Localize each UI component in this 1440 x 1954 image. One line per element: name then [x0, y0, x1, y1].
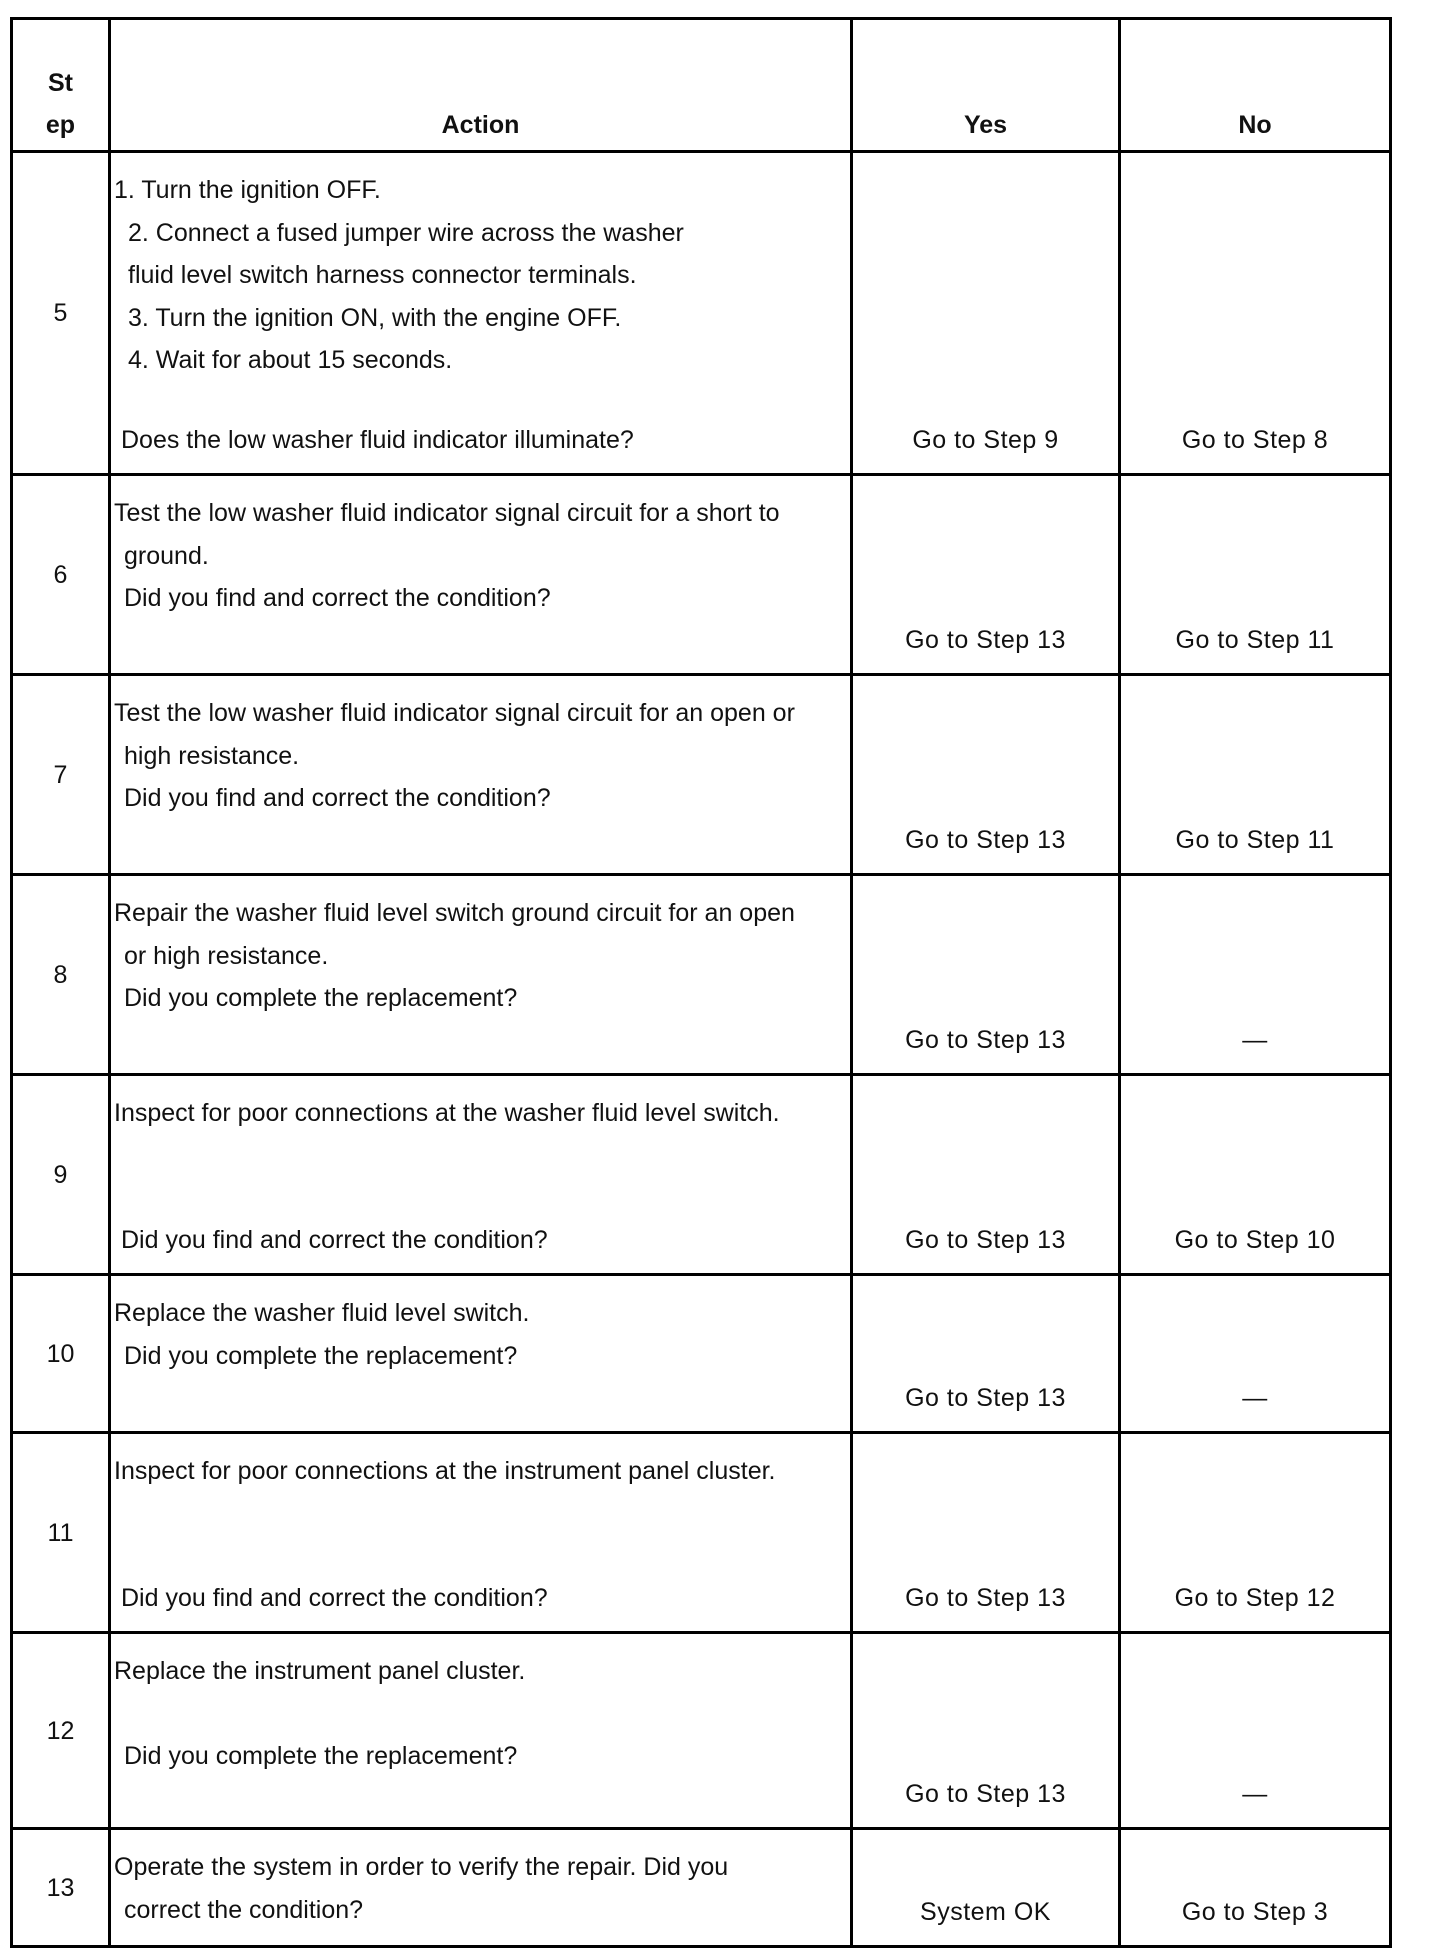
- no-result: Go to Step 8: [1120, 152, 1391, 475]
- header-no: No: [1120, 19, 1391, 152]
- yes-result: System OK: [852, 1829, 1120, 1947]
- no-result: Go to Step 10: [1120, 1075, 1391, 1275]
- table-row: [12, 875, 1391, 1075]
- table-row: [12, 1829, 1391, 1947]
- action-line: high resistance.: [124, 741, 300, 770]
- action-cell: [110, 1433, 852, 1633]
- action-line: 1. Turn the ignition OFF.: [114, 176, 381, 204]
- step-number: 6: [12, 475, 110, 675]
- action-line: Did you find and correct the condition?: [124, 584, 551, 612]
- header-row: [12, 19, 1391, 152]
- action-cell: [110, 152, 852, 475]
- action-line: Repair the washer fluid level switch ground circuit for an open: [114, 899, 795, 927]
- no-result: —: [1120, 1275, 1391, 1433]
- step-number: 9: [12, 1075, 110, 1275]
- header-step-line1: St: [48, 69, 73, 97]
- yes-result: Go to Step 9: [852, 152, 1120, 475]
- action-line: 4. Wait for about 15 seconds.: [128, 346, 453, 374]
- table-row: [12, 475, 1391, 675]
- no-result: —: [1120, 1633, 1391, 1829]
- no-result: Go to Step 12: [1120, 1433, 1391, 1633]
- step-number: 8: [12, 875, 110, 1075]
- action-line: Did you find and correct the condition?: [124, 784, 551, 812]
- header-step-line2: ep: [45, 111, 76, 139]
- action-cell: [110, 475, 852, 675]
- yes-result: Go to Step 13: [852, 1275, 1120, 1433]
- action-cell: [110, 1075, 852, 1275]
- no-result: Go to Step 11: [1120, 675, 1391, 875]
- action-line: Inspect for poor connections at the instrument panel cluster.: [114, 1457, 776, 1485]
- table-row: [12, 1433, 1391, 1633]
- action-line: correct the condition?: [124, 1895, 364, 1924]
- action-cell: [110, 675, 852, 875]
- yes-result: Go to Step 13: [852, 875, 1120, 1075]
- step-number: 7: [12, 675, 110, 875]
- action-line: Inspect for poor connections at the washer fluid level switch.: [114, 1099, 780, 1127]
- action-line: ground.: [124, 541, 209, 570]
- yes-result: Go to Step 13: [852, 475, 1120, 675]
- yes-result: Go to Step 13: [852, 1633, 1120, 1829]
- action-cell: [110, 875, 852, 1075]
- action-cell: [110, 1633, 852, 1829]
- table-row: [12, 1075, 1391, 1275]
- yes-result: Go to Step 13: [852, 675, 1120, 875]
- header-step: [12, 19, 110, 152]
- action-line: fluid level switch harness connector terminals.: [128, 261, 637, 289]
- step-number: 12: [12, 1633, 110, 1829]
- action-line: Replace the washer fluid level switch.: [114, 1299, 530, 1327]
- table-row: [12, 1633, 1391, 1829]
- action-line: [114, 1693, 844, 1736]
- action-line: Test the low washer fluid indicator signal circuit for a short to: [114, 499, 780, 527]
- no-result: —: [1120, 875, 1391, 1075]
- action-line: Test the low washer fluid indicator signal circuit for an open or: [114, 699, 795, 727]
- action-line: 3. Turn the ignition ON, with the engine OFF.: [128, 303, 622, 332]
- yes-result: Go to Step 13: [852, 1075, 1120, 1275]
- action-line: Did you complete the replacement?: [124, 984, 518, 1012]
- action-cell: [110, 1829, 852, 1947]
- step-number: 10: [12, 1275, 110, 1433]
- action-question: Did you find and correct the condition?: [121, 1226, 548, 1254]
- action-line: Operate the system in order to verify the repair. Did you: [114, 1853, 729, 1881]
- action-line: Did you complete the replacement?: [124, 1341, 518, 1370]
- action-question: Does the low washer fluid indicator illuminate?: [121, 426, 634, 454]
- table-row: [12, 675, 1391, 875]
- action-line: Did you complete the replacement?: [124, 1742, 518, 1770]
- no-result: Go to Step 11: [1120, 475, 1391, 675]
- step-number: 5: [12, 152, 110, 475]
- step-number: 11: [12, 1433, 110, 1633]
- table-row: [12, 1275, 1391, 1433]
- header-yes: Yes: [852, 19, 1120, 152]
- action-line: or high resistance.: [124, 941, 329, 970]
- table-row: [12, 152, 1391, 475]
- header-action: Action: [110, 19, 852, 152]
- step-number: 13: [12, 1829, 110, 1947]
- diagnostic-table: [10, 17, 1392, 1948]
- action-line: 2. Connect a fused jumper wire across the washer: [128, 218, 684, 247]
- no-result: Go to Step 3: [1120, 1829, 1391, 1947]
- yes-result: Go to Step 13: [852, 1433, 1120, 1633]
- action-question: Did you find and correct the condition?: [121, 1584, 548, 1612]
- action-line: Replace the instrument panel cluster.: [114, 1657, 526, 1685]
- action-cell: [110, 1275, 852, 1433]
